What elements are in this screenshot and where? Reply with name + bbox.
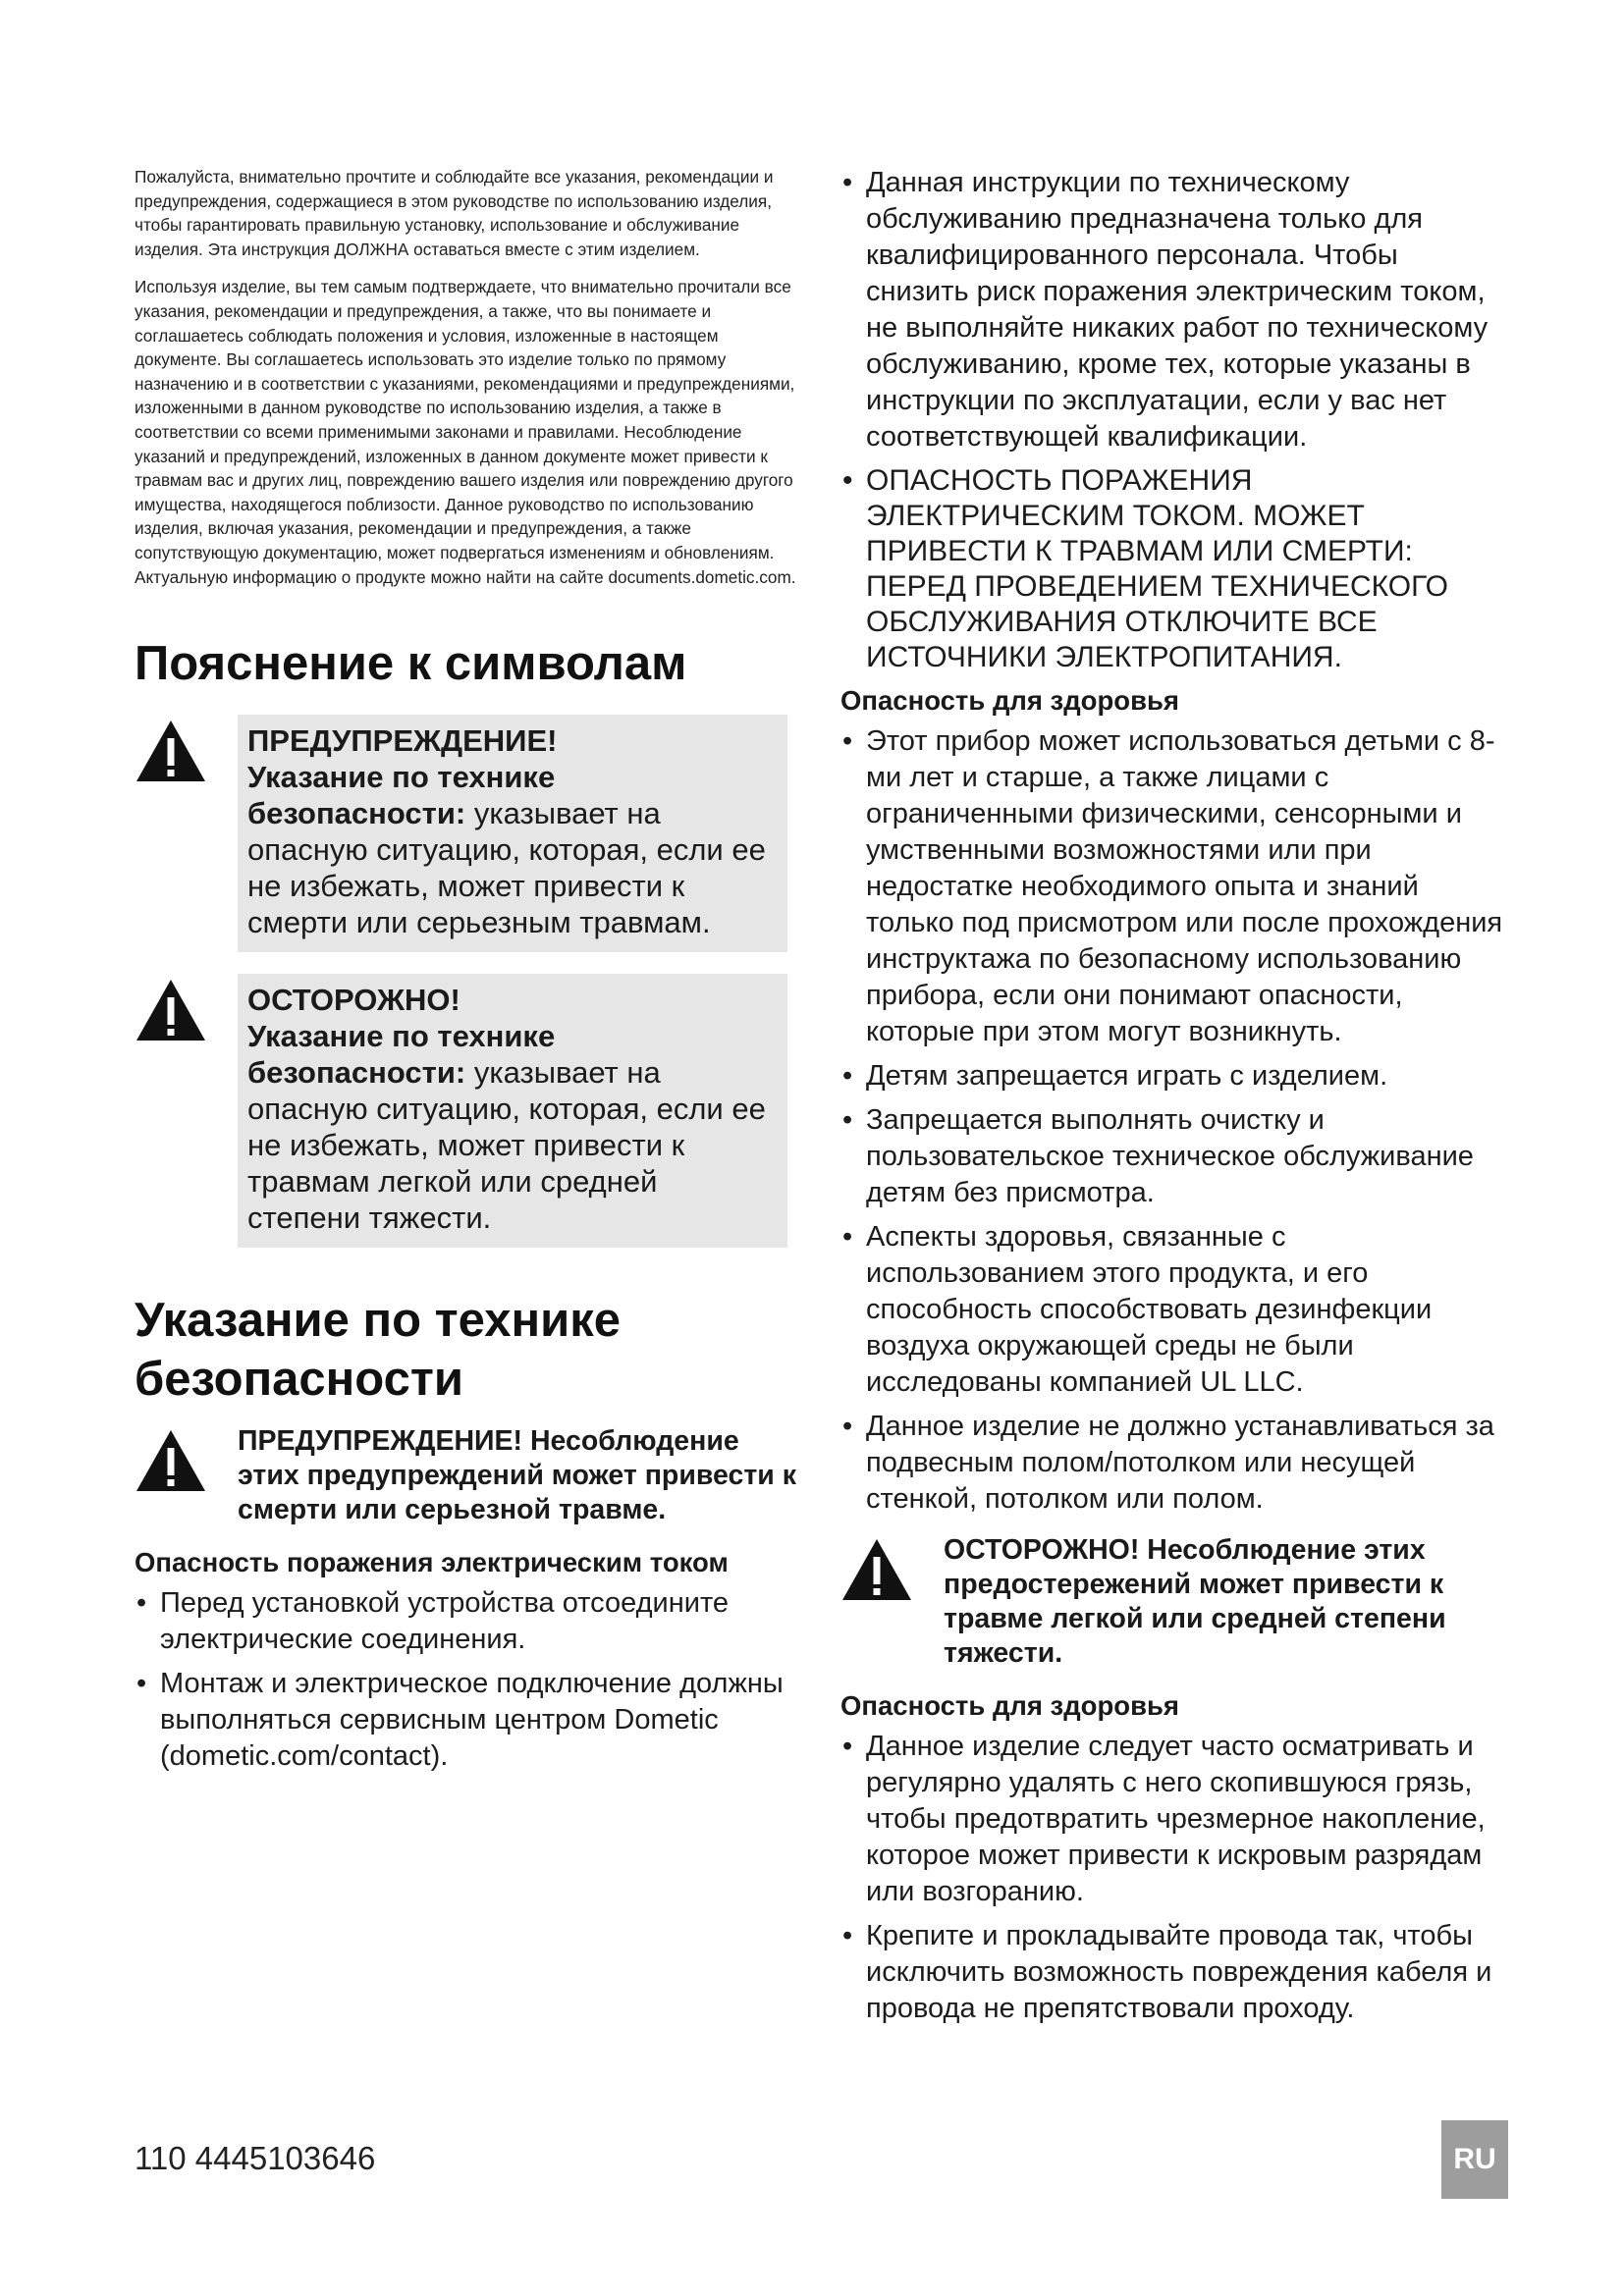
safety-warning-text: ПРЕДУПРЕЖДЕНИЕ! Несоблюдение этих предупреждений может привести к смерти или серьезной травме. (238, 1425, 796, 1526)
health-hazard-list-2 (840, 1729, 1508, 2027)
caution-description (247, 1018, 778, 1236)
list-item: • Данное изделие следует часто осматривать и регулярно удалять с него скопившуюся грязь, чтобы предотвратить чрезмерное накопление, которое может привести к искровым разрядам или возгоранию. (840, 1729, 1508, 1910)
warning-title: ПРЕДУПРЕЖДЕНИЕ! (247, 723, 558, 759)
warning-box (135, 715, 802, 952)
warning-description (247, 759, 778, 940)
maintenance-list (840, 165, 1508, 675)
warning-label: Указание по технике безопасности: (247, 760, 556, 831)
language-badge: RU (1441, 2120, 1508, 2199)
electric-hazard-heading: Опасность поражения электрическим током (135, 1547, 729, 1578)
intro-paragraph-1: Пожалуйста, внимательно прочтите и соблюдайте все указания, рекомендации и предупреждения, содержащиеся в этом руководстве по использованию изделия, чтобы гарантировать правильную установку, использование и обслуживание изделия. Эта инструкция ДОЛЖНА оставаться вместе с этим изделием. (135, 167, 774, 259)
list-item: • ОПАСНОСТЬ ПОРАЖЕНИЯ ЭЛЕКТРИЧЕСКИМ ТОКОМ. МОЖЕТ ПРИВЕСТИ К ТРАВМАМ ИЛИ СМЕРТИ: ПЕРЕД ПРОВЕДЕНИЕМ ТЕХНИЧЕСКОГО ОБСЛУЖИВАНИЯ ОТКЛЮЧИТЕ ВСЕ ИСТОЧНИКИ ЭЛЕКТРОПИТАНИЯ. (840, 463, 1508, 675)
list-item: • Запрещается выполнять очистку и пользовательское техническое обслуживание детям без присмотра. (840, 1102, 1508, 1211)
left-column (135, 165, 802, 1783)
caution-warning-text: ОСТОРОЖНО! Несоблюдение этих предостережений может привести к травме легкой или средней степени тяжести. (944, 1534, 1446, 1669)
health-hazard-list (840, 723, 1508, 1518)
safety-warning (135, 1424, 802, 1527)
health-hazard-heading: Опасность для здоровья (840, 685, 1179, 716)
caution-text: указывает на опасную ситуацию, которая, если ее не избежать, может привести к травмам легкой или средней степени тяжести. (247, 1055, 766, 1236)
list-item: • Данная инструкции по техническому обслуживанию предназначена только для квалифицированного персонала. Чтобы снизить риск поражения электрическим током, не выполняйте никаких работ по техническому обслуживанию, кроме тех, которые указаны в инструкции по эксплуатации, если у вас нет соответствующей квалификации. (840, 165, 1508, 455)
caution-label: Указание по технике безопасности: (247, 1019, 556, 1091)
right-column (840, 165, 1508, 2035)
list-item: • Данное изделие не должно устанавливаться за подвесным полом/потолком или несущей стенкой, потолком или полом. (840, 1409, 1508, 1518)
health-hazard-heading-2: Опасность для здоровья (840, 1690, 1179, 1721)
safety-heading: Указание по технике безопасности (135, 1294, 622, 1407)
caution-triangle-icon (840, 1533, 944, 1671)
warning-triangle-icon (135, 715, 238, 952)
warning-triangle-icon (135, 1424, 238, 1527)
caution-title: ОСТОРОЖНО! (247, 983, 460, 1018)
symbols-heading: Пояснение к символам (135, 637, 687, 691)
page-number: 110 4445103646 (135, 2140, 376, 2176)
caution-box-content (238, 974, 787, 1248)
list-item: • Аспекты здоровья, связанные с использованием этого продукта, и его способность способствовать дезинфекции воздуха окружающей среды не были исследованы компанией UL LLC. (840, 1219, 1508, 1401)
electric-hazard-list (135, 1585, 802, 1775)
intro-paragraph-2: Используя изделие, вы тем самым подтверждаете, что внимательно прочитали все указания, рекомендации и предупреждения, а также, что вы понимаете и соглашаетесь соблюдать положения и условия, изложенные в настоящем документе. Вы соглашаетесь использовать это изделие только по прямому назначению и в соответствии с указаниями, рекомендациями и предупреждениями, изложенными в данном руководстве по использованию изделия, а также в соответствии со всеми применимыми законами и правилами. Несоблюдение указаний и предупреждений, изложенных в данном документе может привести к травмам вас и других лиц, повреждению вашего изделия или повреждению другого имущества, находящегося поблизости. Данное руководство по использованию изделия, включая указания, рекомендации и предупреждения, а также сопутствующую документацию, может подвергаться изменениям и обновлениям. Актуальную информацию о продукте можно найти на сайте documents.dometic.com. (135, 277, 796, 587)
caution-warning (840, 1533, 1508, 1671)
intro (135, 165, 802, 589)
caution-triangle-icon (135, 974, 238, 1248)
list-item: • Этот прибор может использоваться детьми с 8-ми лет и старше, а также лицами с ограниченными физическими, сенсорными и умственными возможностями или при недостатке необходимого опыта и знаний только под присмотром или после прохождения инструктажа по безопасному использованию прибора, если они понимают опасности, которые при этом могут возникнуть. (840, 723, 1508, 1050)
caution-box (135, 974, 802, 1248)
list-item: • Перед установкой устройства отсоедините электрические соединения. (135, 1585, 802, 1658)
warning-text: указывает на опасную ситуацию, которая, если ее не избежать, может привести к смерти или серьезным травмам. (247, 796, 766, 940)
list-item: • Монтаж и электрическое подключение должны выполняться сервисным центром Dometic (dometic.com/contact). (135, 1666, 802, 1775)
warning-box-content (238, 715, 787, 952)
list-item: • Детям запрещается играть с изделием. (840, 1058, 1508, 1095)
list-item: • Крепите и прокладывайте провода так, чтобы исключить возможность повреждения кабеля и провода не препятствовали проходу. (840, 1918, 1508, 2027)
